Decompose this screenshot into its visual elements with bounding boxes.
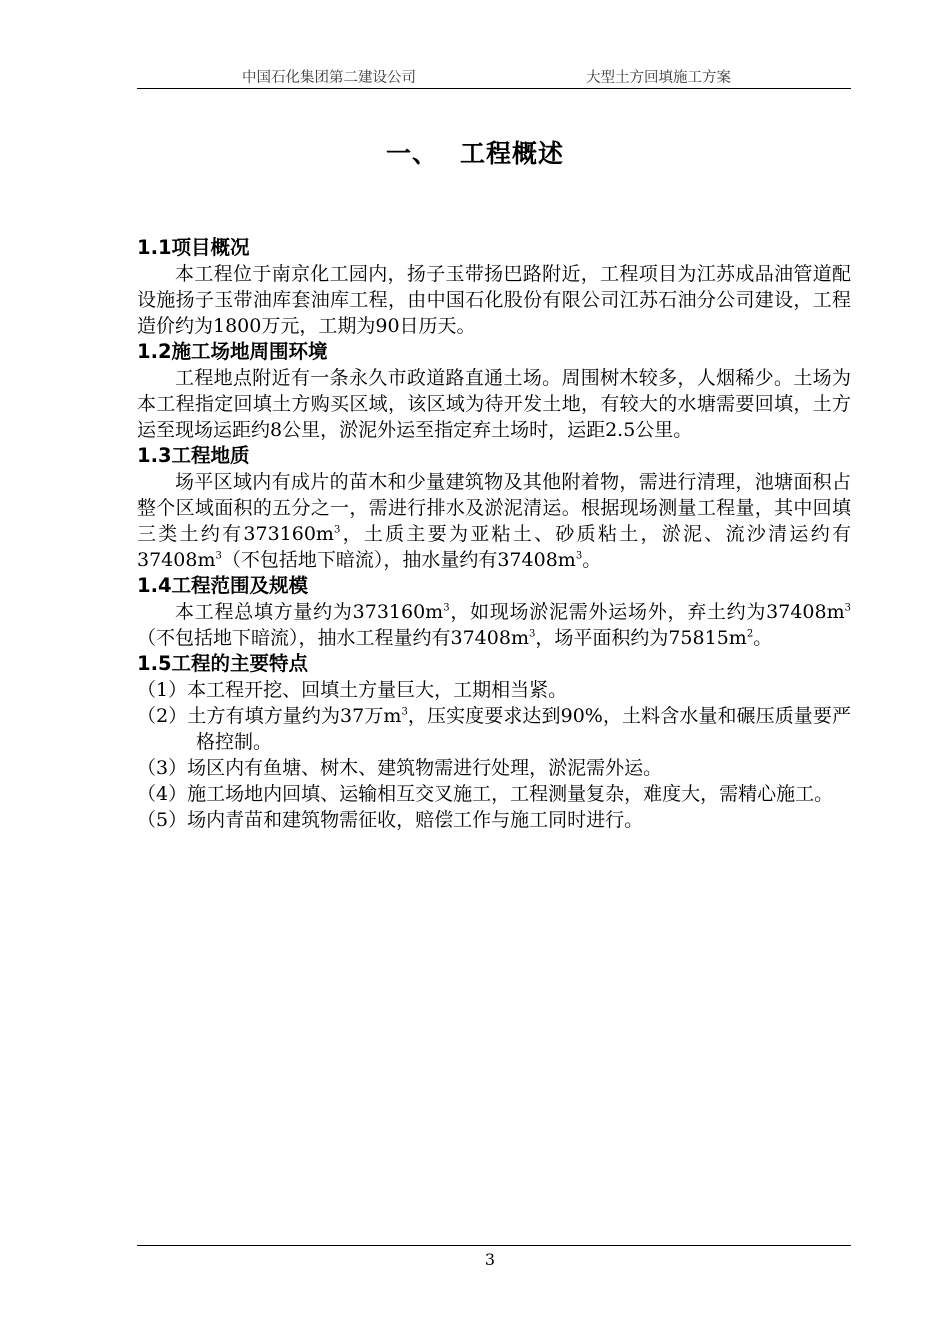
section-heading-1-1: 1.1项目概况: [137, 236, 250, 259]
list-item: （4）施工场地内回填、运输相互交叉施工，工程测量复杂，难度大，需精心施工。: [137, 783, 834, 805]
list-item: （2）土方有填方量约为37万$m^3$，压实度要求达到90%，土料含水量和碾压质量要严格控制。: [137, 705, 851, 753]
header-company: 中国石化集团第二建设公司: [242, 70, 416, 86]
chapter-title-text: 工程概述: [460, 139, 565, 168]
section-heading-1-5: 1.5工程的主要特点: [137, 652, 309, 675]
page-number: 3: [484, 1250, 496, 1269]
list-item: （1）本工程开挖、回填土方量巨大，工期相当紧。: [137, 679, 568, 701]
chapter-title: [0, 134, 950, 170]
header-doc-title: 大型土方回填施工方案: [586, 70, 731, 86]
footer-divider: [137, 1245, 851, 1246]
section-heading-1-3: 1.3工程地质: [137, 444, 250, 467]
section-paragraph-1-1: 本工程位于南京化工园内，扬子玉带扬巴路附近，工程项目为江苏成品油管道配设施扬子玉带油库套油库工程，由中国石化股份有限公司江苏石油分公司建设，工程造价约为1800万元，工期为90日历天。: [137, 263, 851, 337]
section-paragraph-1-3: 场平区域内有成片的苗木和少量建筑物及其他附着物，需进行清理，池塘面积占整个区域面积的五分之一，需进行排水及淤泥清运。根据现场测量工程量，其中回填三类土约有$373160m^3$，土质主要为亚粘土、砂质粘土，淤泥、流沙清运约有$37408m^3$（不包括地下暗流），抽水量约有$37408m^3$。: [137, 471, 851, 571]
section-heading-1-2: 1.2施工场地周围环境: [137, 340, 328, 363]
document-body: [137, 235, 851, 833]
section-paragraph-1-4: 本工程总填方量约为$373160m^3$，如现场淤泥需外运场外，弃土约为$37408m^3$（不包括地下暗流），抽水工程量约有$37408m^3$，场平面积约为$75815m^2$。: [137, 601, 851, 649]
page-header: [137, 62, 851, 89]
section-heading-1-4: 1.4工程范围及规模: [137, 574, 309, 597]
list-item: （3）场区内有鱼塘、树木、建筑物需进行处理，淤泥需外运。: [137, 757, 663, 779]
list-item: （5）场内青苗和建筑物需征收，赔偿工作与施工同时进行。: [137, 809, 644, 831]
section-paragraph-1-2: 工程地点附近有一条永久市政道路直通土场。周围树木较多，人烟稀少。土场为本工程指定回填土方购买区域，该区域为待开发土地，有较大的水塘需要回填，土方运至现场运距约8公里，淤泥外运至指定弃土场时，运距2.5公里。: [137, 367, 851, 441]
chapter-number: 一、: [385, 139, 438, 168]
